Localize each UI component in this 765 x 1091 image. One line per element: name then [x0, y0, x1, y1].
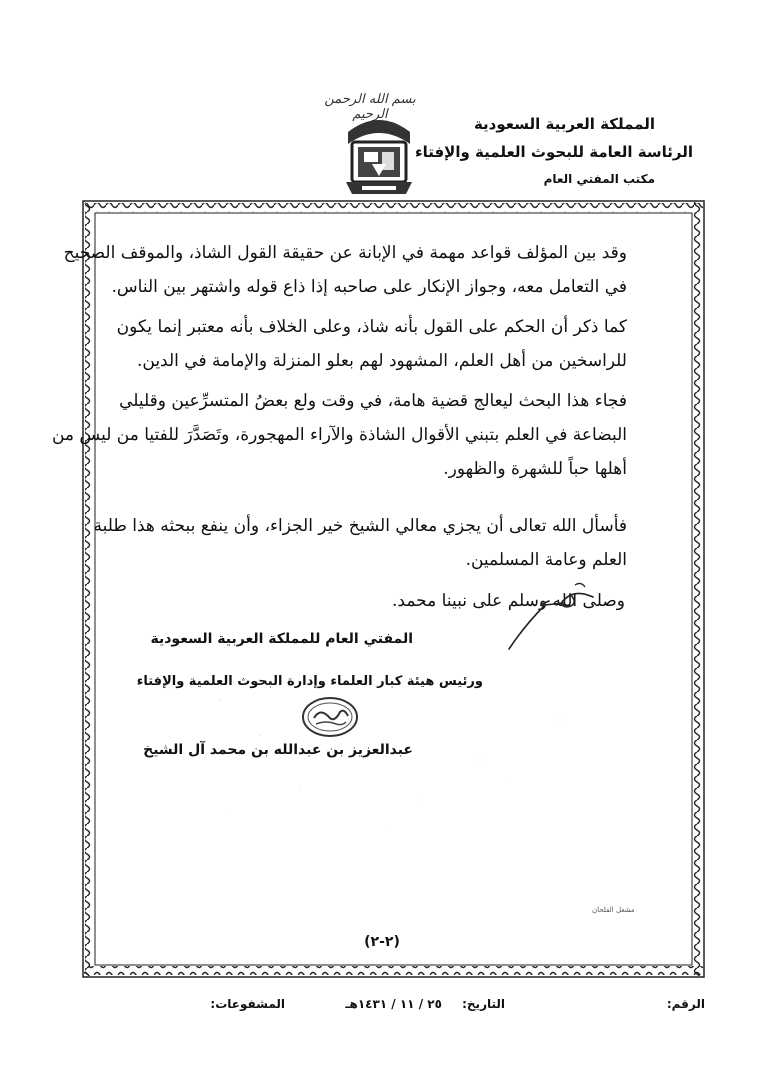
body-paragraph-2 — [117, 310, 627, 378]
attachments-label: المشفوعات: — [210, 997, 285, 1011]
footer-reference — [667, 997, 705, 1011]
signature-scribble-icon — [505, 575, 600, 655]
text-line: فجاء هذا البحث ليعالج قضية هامة، في وقت ولع بعضُ المتسرِّعين وقليلي — [119, 391, 627, 411]
page-number: (٢-٢) — [364, 934, 400, 950]
footer-date — [345, 997, 505, 1011]
text-line: البضاعة في العلم بتبني الأقوال الشاذة والآراء المهجورة، وتَصَدَّرَ للفتيا من ليس من — [51, 425, 627, 445]
header-country: المملكة العربية السعودية — [473, 115, 655, 133]
date-value: ٢٥ / ١١ / ١٤٣١هـ — [345, 997, 442, 1011]
date-label: التاريخ: — [462, 997, 505, 1011]
text-line: وقد بين المؤلف قواعد مهمة في الإبانة عن حقيقة القول الشاذ، والموقف الصحيح — [63, 243, 627, 263]
text-line: فأسأل الله تعالى أن يجزي معالي الشيخ خير الجزاء، وأن ينفع ببحثه هذا طلبة — [93, 516, 627, 536]
text-line: كما ذكر أن الحكم على القول بأنه شاذ، وعلى الخلاف بأنه معتبر إنما يكون — [116, 317, 627, 337]
signatory-name: عبدالعزيز بن عبدالله بن محمد آل الشيخ — [143, 742, 413, 758]
text-line: أهلها حباً للشهرة والظهور. — [443, 459, 627, 479]
signatory-title: المفتي العام للمملكة العربية السعودية — [150, 631, 413, 647]
reference-label: الرقم: — [666, 997, 705, 1011]
emblem-icon — [342, 112, 416, 198]
footer-attachments — [210, 997, 285, 1011]
header-office: مكتب المفتي العام — [543, 172, 655, 186]
basmala-calligraphy: بسم الله الرحمن الرحيم — [324, 92, 416, 122]
text-line: للراسخين من أهل العلم، المشهود لهم بعلو المنزلة والإمامة في الدين. — [136, 351, 627, 371]
body-paragraph-3 — [52, 384, 627, 486]
body-paragraph-4 — [93, 509, 627, 577]
body-paragraph-1 — [64, 236, 627, 304]
seal-icon — [300, 694, 360, 740]
signatory-position: ورئيس هيئة كبار العلماء وإدارة البحوث العلمية والإفتاء — [136, 674, 483, 689]
text-line: العلم وعامة المسلمين. — [465, 550, 627, 570]
header-presidency: الرئاسة العامة للبحوث العلمية والإفتاء — [414, 143, 693, 161]
text-line: في التعامل معه، وجواز الإنكار على صاحبه إذا ذاع قوله واشتهر بين الناس. — [111, 277, 627, 297]
closing-line: وصلى الله وسلم على نبينا محمد. — [392, 591, 625, 611]
small-footnote: مشغل الفلحان — [592, 906, 635, 914]
